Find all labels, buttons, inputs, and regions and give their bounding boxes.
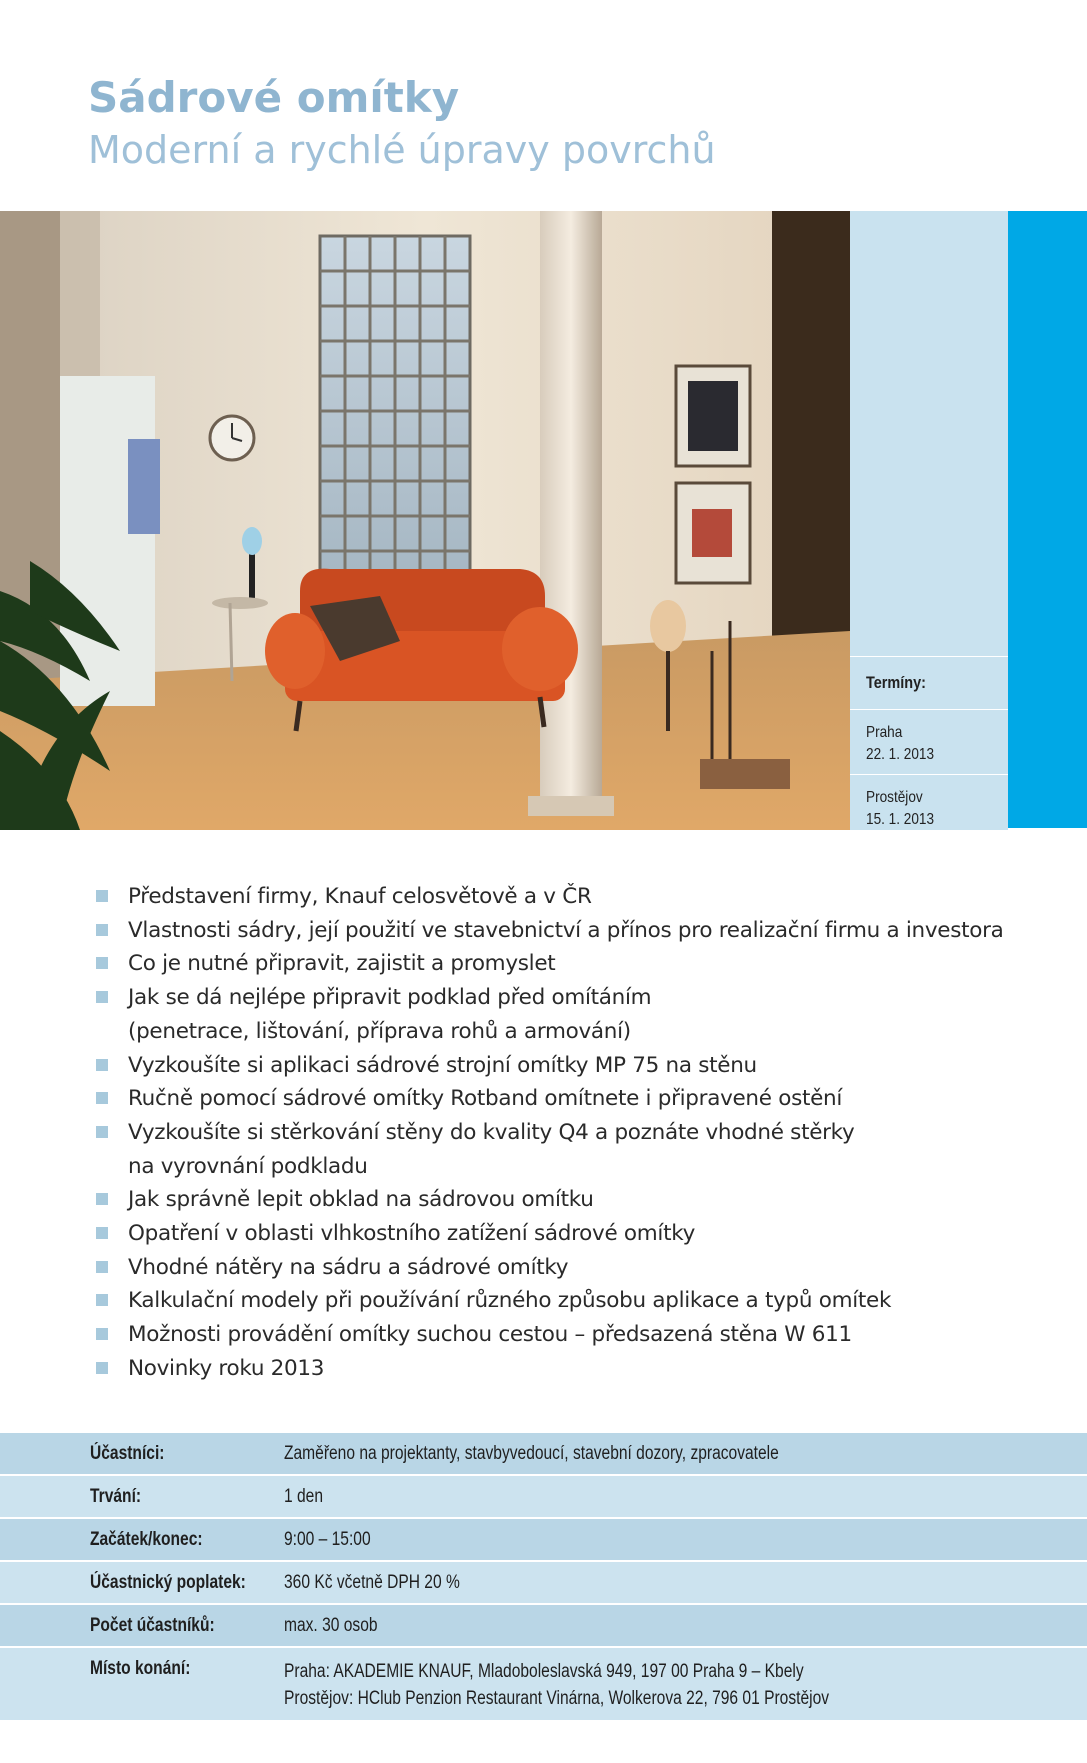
bullet-icon	[96, 1261, 108, 1273]
accent-bar	[1008, 211, 1087, 828]
term-item	[850, 709, 1008, 774]
header	[88, 72, 716, 176]
list-item: Ručně pomocí sádrové omítky Rotband omítnete i připravené ostění	[96, 1082, 1056, 1116]
terms-panel	[850, 656, 1008, 839]
list-item-continuation: (penetrace, lištování, příprava rohů a armování)	[128, 1018, 631, 1044]
bullet-icon	[96, 1328, 108, 1340]
bullet-icon	[96, 1126, 108, 1138]
info-label: Začátek/konec:	[90, 1528, 203, 1550]
bullet-icon	[96, 957, 108, 969]
bullet-icon	[96, 1362, 108, 1374]
info-value: Zaměřeno na projektanty, stavbyvedoucí, stavební dozory, zpracovatele	[284, 1442, 779, 1464]
info-row-participants	[0, 1433, 1087, 1476]
bullet-icon	[96, 890, 108, 902]
info-label: Účastnický poplatek:	[90, 1571, 246, 1593]
bullet-icon	[96, 1227, 108, 1239]
bullet-icon	[96, 991, 108, 1003]
info-value: 1 den	[284, 1485, 323, 1507]
info-row-fee	[0, 1562, 1087, 1605]
info-value: Prostějov: HClub Penzion Restaurant Vinárna, Wolkerova 22, 796 01 Prostějov	[284, 1688, 830, 1709]
info-value: 360 Kč včetně DPH 20 %	[284, 1571, 460, 1593]
bullet-icon	[96, 924, 108, 936]
list-item: Možnosti provádění omítky suchou cestou – předsazená stěna W 611	[96, 1318, 1056, 1352]
list-item: Vhodné nátěry na sádru a sádrové omítky	[96, 1251, 1056, 1285]
info-value: max. 30 osob	[284, 1614, 378, 1636]
topics-list	[96, 880, 1056, 1386]
term-city: Prostějov	[866, 789, 923, 806]
info-value: 9:00 – 15:00	[284, 1528, 371, 1550]
term-item	[850, 774, 1008, 839]
list-item: Jak správně lepit obklad na sádrovou omítku	[96, 1183, 1056, 1217]
info-row-capacity	[0, 1605, 1087, 1648]
bullet-icon	[96, 1294, 108, 1306]
list-item: Co je nutné připravit, zajistit a promyslet	[96, 947, 1056, 981]
info-label: Trvání:	[90, 1485, 142, 1507]
bullet-icon	[96, 1193, 108, 1205]
term-date: 22. 1. 2013	[866, 746, 935, 763]
list-item: Jak se dá nejlépe připravit podklad před omítáním	[96, 981, 1056, 1015]
bullet-icon	[96, 1059, 108, 1071]
page-subtitle: Moderní a rychlé úpravy povrchů	[88, 128, 716, 172]
info-label: Místo konání:	[90, 1658, 191, 1679]
list-item: Kalkulační modely při používání různého způsobu aplikace a typů omítek	[96, 1284, 1056, 1318]
info-row-venue	[0, 1648, 1087, 1722]
terms-heading: Termíny:	[850, 656, 1008, 709]
list-item: Opatření v oblasti vlhkostního zatížení sádrové omítky	[96, 1217, 1056, 1251]
list-item-continuation: na vyrovnání podkladu	[128, 1153, 368, 1179]
info-value: Praha: AKADEMIE KNAUF, Mladoboleslavská 949, 197 00 Praha 9 – Kbely	[284, 1661, 804, 1682]
list-item: Novinky roku 2013	[96, 1352, 1056, 1386]
list-item: Představení firmy, Knauf celosvětově a v ČR	[96, 880, 1056, 914]
info-row-duration	[0, 1476, 1087, 1519]
term-date: 15. 1. 2013	[866, 811, 935, 828]
info-table	[0, 1433, 1087, 1722]
list-item: Vyzkoušíte si stěrkování stěny do kvality Q4 a poznáte vhodné stěrky	[96, 1116, 1056, 1150]
info-label: Účastníci:	[90, 1442, 165, 1464]
bullet-icon	[96, 1092, 108, 1104]
page-title: Sádrové omítky	[88, 73, 460, 122]
term-city: Praha	[866, 724, 903, 741]
list-item: Vlastnosti sádry, její použití ve stavebnictví a přínos pro realizační firmu a investora	[96, 914, 1056, 948]
list-item: Vyzkoušíte si aplikaci sádrové strojní omítky MP 75 na stěnu	[96, 1049, 1056, 1083]
info-row-time	[0, 1519, 1087, 1562]
interior-photo	[0, 211, 850, 830]
info-label: Počet účastníků:	[90, 1614, 215, 1636]
